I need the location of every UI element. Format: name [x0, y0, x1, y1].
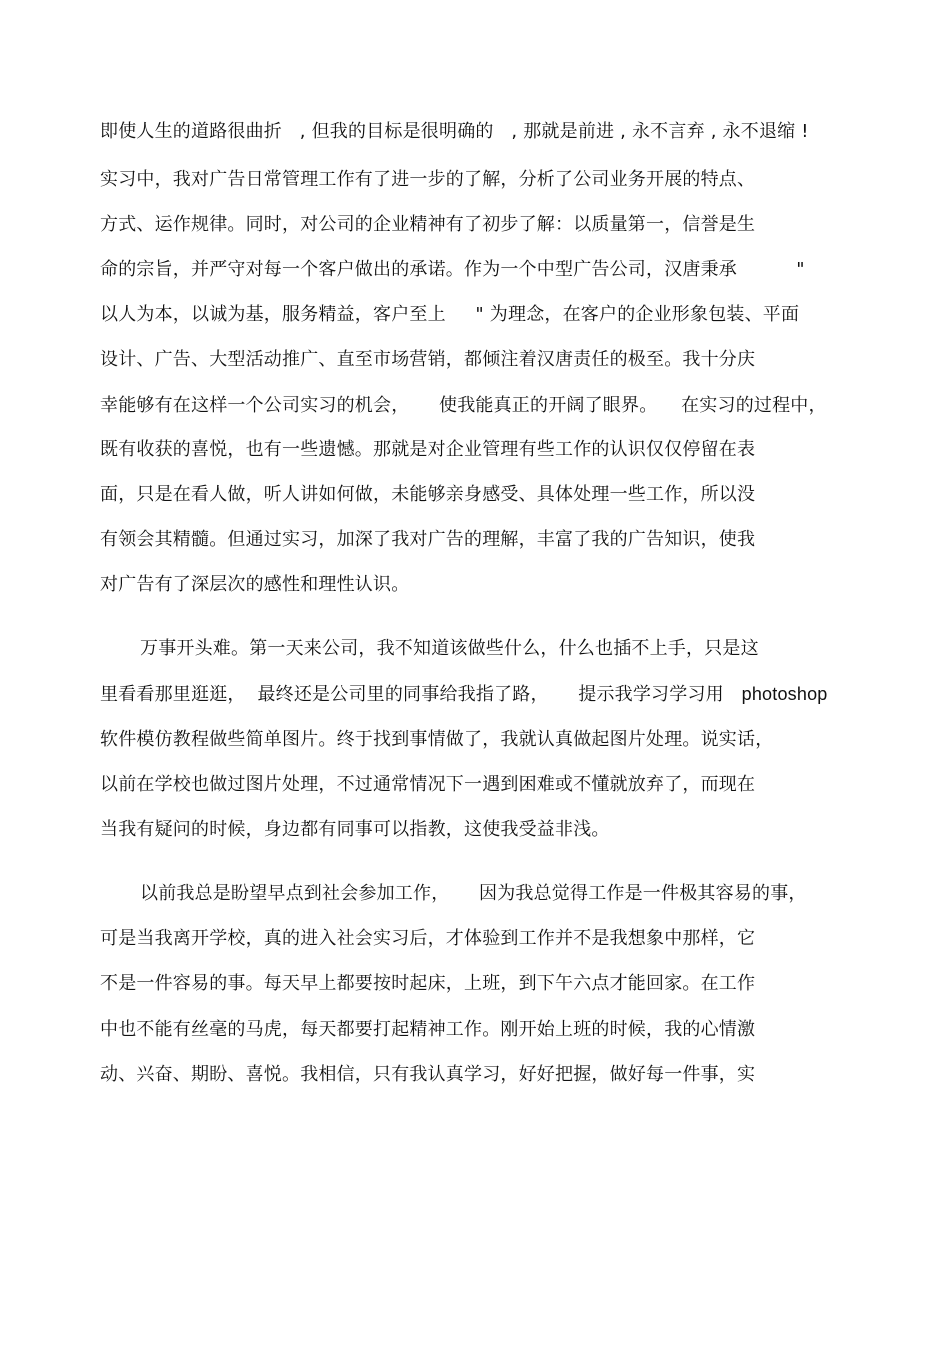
paragraph-2-line-2	[100, 683, 828, 706]
paragraph-3-line-4: 中也不能有丝毫的马虎，每天都要打起精神工作。刚开始上班的时候，我的心情激	[100, 1019, 756, 1040]
paragraph-2-line-2-text: 里看看那里逛逛， 最终还是公司里的同事给我指了路， 提示我学习学习用	[100, 684, 724, 705]
paragraph-3-line-5: 动、兴奋、期盼、喜悦。我相信，只有我认真学习，好好把握，做好每一件事，实	[100, 1064, 756, 1085]
paragraph-1-line-11: 对广告有了深层次的感性和理性认识。	[100, 574, 410, 595]
paragraph-1-line-3: 方式、运作规律。同时，对公司的企业精神有了初步了解：以质量第一，信誉是生	[100, 214, 756, 235]
paragraph-2-line-4: 以前在学校也做过图片处理，不过通常情况下一遇到困难或不懂就放弃了，而现在	[100, 774, 756, 795]
paragraph-1-line-5: 以人为本，以诚为基，服务精益，客户至上 " 为理念，在客户的企业形象包装、平面	[100, 304, 800, 325]
paragraph-1-line-9: 面，只是在看人做，听人讲如何做，未能够亲身感受、具体处理一些工作，所以没	[100, 484, 756, 505]
paragraph-1-line-1: 即使人生的道路很曲折 , 但我的目标是很明确的 , 那就是前进 , 永不言弃 , 永不退缩 !	[100, 121, 809, 142]
paragraph-2-line-1: 万事开头难。第一天来公司，我不知道该做些什么，什么也插不上手，只是这	[140, 638, 759, 659]
paragraph-1-line-4: 命的宗旨，并严守对每一个客户做出的承诺。作为一个中型广告公司，汉唐秉承 "	[100, 259, 805, 280]
paragraph-1-line-10: 有领会其精髓。但通过实习，加深了我对广告的理解，丰富了我的广告知识，使我	[100, 529, 756, 550]
paragraph-2-line-5: 当我有疑问的时候，身边都有同事可以指教，这使我受益非浅。	[100, 819, 610, 840]
paragraph-2-line-3: 软件模仿教程做些简单图片。终于找到事情做了，我就认真做起图片处理。说实话，	[100, 729, 774, 750]
paragraph-3-line-1: 以前我总是盼望早点到社会参加工作， 因为我总觉得工作是一件极其容易的事，	[140, 883, 807, 904]
paragraph-1-line-2: 实习中，我对广告日常管理工作有了进一步的了解，分析了公司业务开展的特点、	[100, 169, 756, 190]
paragraph-3-line-2: 可是当我离开学校，真的进入社会实习后，才体验到工作并不是我想象中那样，它	[100, 928, 756, 949]
paragraph-1-line-7: 幸能够有在这样一个公司实习的机会， 使我能真正的开阔了眼界。 在实习的过程中，	[100, 395, 827, 416]
paragraph-3-line-3: 不是一件容易的事。每天早上都要按时起床，上班，到下午六点才能回家。在工作	[100, 973, 756, 994]
paragraph-1-line-6: 设计、广告、大型活动推广、直至市场营销，都倾注着汉唐责任的极至。我十分庆	[100, 349, 756, 370]
paragraph-1-line-8: 既有收获的喜悦，也有一些遗憾。那就是对企业管理有些工作的认识仅仅停留在表	[100, 439, 756, 460]
software-name: photoshop	[741, 684, 828, 704]
